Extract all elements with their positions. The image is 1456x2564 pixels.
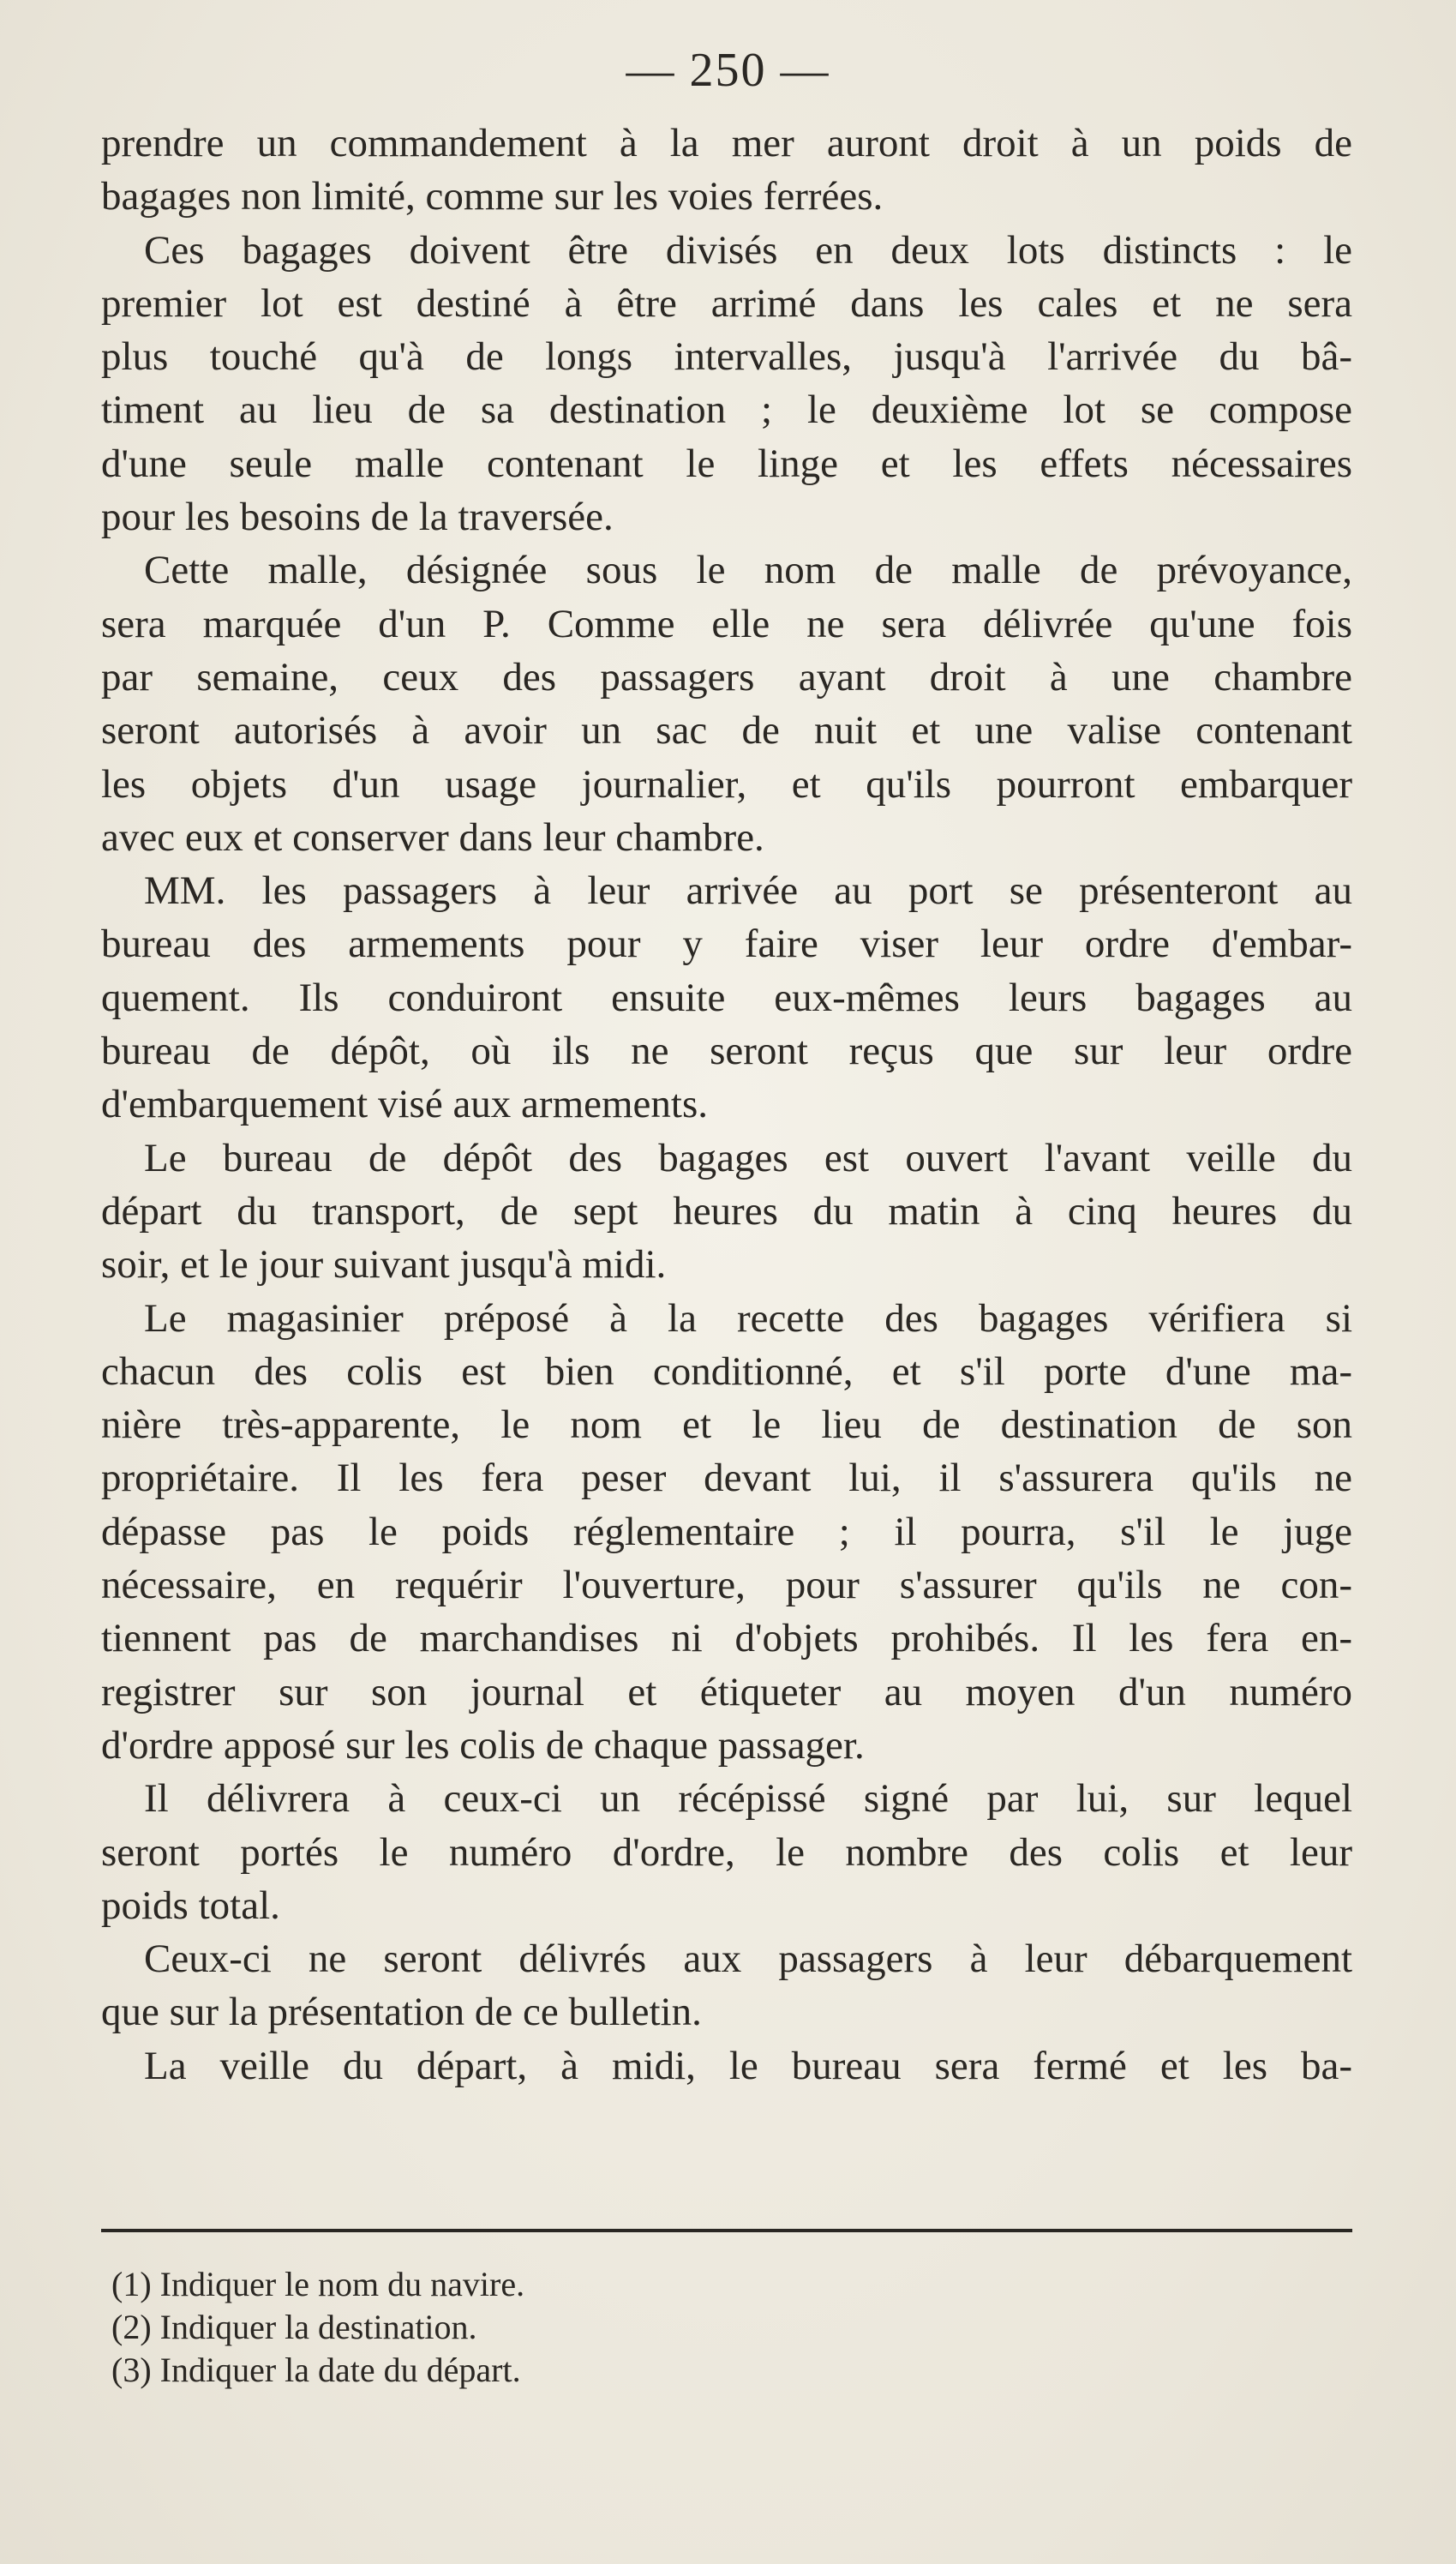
text-line: MM. les passagers à leur arrivée au port se présenteront au (144, 868, 1352, 914)
text-line: seront autorisés à avoir un sac de nuit et une valise contenant (101, 708, 1352, 754)
text-line: sera marquée d'un P. Comme elle ne sera délivrée qu'une fois (101, 601, 1352, 646)
text-line: nière très-apparente, le nom et le lieu de destination de son (101, 1402, 1352, 1448)
text-line: d'ordre apposé sur les colis de chaque passager. (101, 1722, 865, 1768)
text-line: Il délivrera à ceux-ci un récépissé signé par lui, sur lequel (144, 1776, 1352, 1822)
text-line: tiennent pas de marchandises ni d'objets prohibés. Il les fera en- (101, 1616, 1352, 1661)
text-line: poids total. (101, 1882, 280, 1928)
text-line: nécessaire, en requérir l'ouverture, pour s'assurer qu'ils ne con- (101, 1563, 1352, 1608)
text-line: timent au lieu de sa destination ; le deuxième lot se compose (101, 387, 1352, 433)
text-line: Cette malle, désignée sous le nom de malle de prévoyance, (144, 548, 1352, 593)
text-line: d'embarquement visé aux armements. (101, 1082, 709, 1127)
text-line: quement. Ils conduiront ensuite eux-mêmes leurs bagages au (101, 975, 1352, 1020)
text-line: soir, et le jour suivant jusqu'à midi. (101, 1242, 667, 1288)
text-line: bureau des armements pour y faire viser leur ordre d'embar- (101, 922, 1352, 967)
text-line: plus touché qu'à de longs intervalles, jusqu'à l'arrivée du bâ- (101, 334, 1352, 380)
text-line: propriétaire. Il les fera peser devant lui, il s'assurera qu'ils ne (101, 1456, 1352, 1501)
text-line: seront portés le numéro d'ordre, le nombre des colis et leur (101, 1829, 1352, 1875)
footnote-divider (101, 2229, 1352, 2232)
text-line: Ceux-ci ne seront délivrés aux passagers à leur débarquement (144, 1937, 1352, 1982)
text-line: bureau de dépôt, où ils ne seront reçus que sur leur ordre (101, 1029, 1352, 1074)
text-line: les objets d'un usage journalier, et qu'ils pourront embarquer (101, 761, 1352, 807)
text-line: Le bureau de dépôt des bagages est ouvert l'avant veille du (144, 1135, 1352, 1180)
text-line: premier lot est destiné à être arrimé dans les cales et ne sera (101, 280, 1352, 326)
text-line: que sur la présentation de ce bulletin. (101, 1990, 702, 2035)
text-line: La veille du départ, à midi, le bureau sera fermé et les ba- (144, 2043, 1352, 2088)
text-line: Le magasinier préposé à la recette des bagages vérifiera si (144, 1295, 1352, 1341)
footnote: (2) Indiquer la destination. (111, 2308, 477, 2346)
text-line: par semaine, ceux des passagers ayant droit à une chambre (101, 654, 1352, 700)
text-line: bagages non limité, comme sur les voies ferrées. (101, 174, 884, 219)
text-line: chacun des colis est bien conditionné, et s'il porte d'une ma- (101, 1348, 1352, 1394)
footnote: (3) Indiquer la date du départ. (111, 2351, 521, 2389)
text-line: avec eux et conserver dans leur chambre. (101, 814, 764, 860)
text-line: dépasse pas le poids réglementaire ; il pourra, s'il le juge (101, 1509, 1352, 1554)
page-number: — 250 — (626, 44, 830, 97)
text-line: départ du transport, de sept heures du matin à cinq heures du (101, 1188, 1352, 1234)
text-line: Ces bagages doivent être divisés en deux lots distincts : le (144, 227, 1352, 273)
footnote: (1) Indiquer le nom du navire. (111, 2265, 525, 2303)
text-line: pour les besoins de la traversée. (101, 495, 614, 540)
text-line: prendre un commandement à la mer auront droit à un poids de (101, 121, 1352, 165)
body-text (101, 117, 1352, 2093)
footnotes (111, 2263, 1311, 2392)
text-line: d'une seule malle contenant le linge et les effets nécessaires (101, 441, 1352, 486)
text-line: registrer sur son journal et étiqueter au moyen d'un numéro (101, 1669, 1352, 1714)
